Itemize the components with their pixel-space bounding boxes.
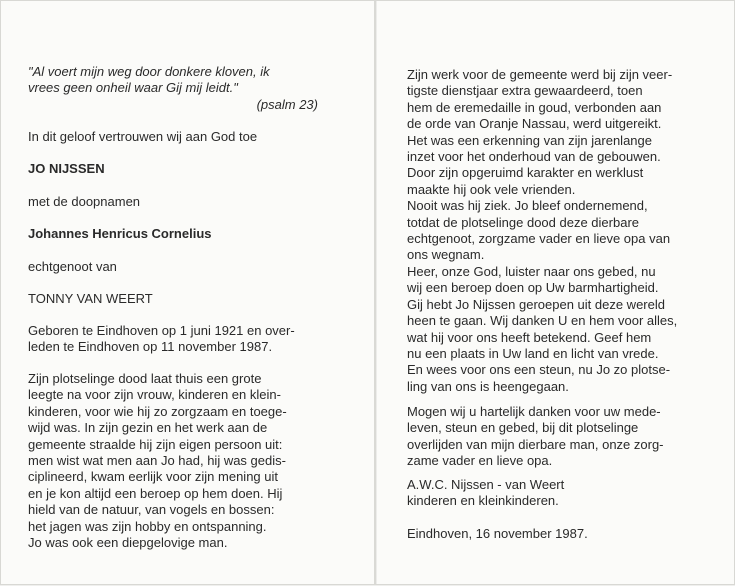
- text-line: maakte hij ook vele vrienden.: [407, 181, 576, 197]
- left-page: [1, 1, 374, 586]
- work-text: [407, 67, 717, 395]
- text-line: Geboren te Eindhoven op 1 juni 1921 en over-: [28, 323, 295, 338]
- signature-line: A.W.C. Nijssen - van Weert: [407, 477, 565, 492]
- text-line: heen te gaan. Wij danken U en hem voor alles,: [407, 313, 678, 329]
- text-line: ons wegnam.: [407, 247, 485, 263]
- text-line: zame vader en lieve opa.: [407, 453, 553, 469]
- text-line: overlijden van mijn dierbare man, onze zorg-: [407, 436, 664, 452]
- right-page: [377, 1, 735, 586]
- quote-line: vrees geen onheil waar Gij mij leidt.": [28, 80, 238, 96]
- text-line: wat hij voor ons heeft betekend. Geef hem: [407, 329, 652, 345]
- text-line: de orde van Oranje Nassau, werd uitgereikt.: [407, 116, 662, 132]
- text-line: hield van de natuur, van vogels en bossen:: [28, 502, 275, 518]
- text-line: ling van ons is heengegaan.: [407, 378, 569, 394]
- text-line: wij een beroep doen op Uw barmhartigheid.: [407, 280, 659, 296]
- intro-text: In dit geloof vertrouwen wij aan God toe: [28, 129, 258, 144]
- text-line: totdat de plotselinge dood deze dierbare: [407, 214, 640, 230]
- text-line: leden te Eindhoven op 11 november 1987.: [28, 339, 273, 355]
- biography: [28, 371, 338, 551]
- text-line: het jagen was zijn hobby en ontspanning.: [28, 518, 267, 534]
- text-line: wijd was. In zijn gezin en het werk aan de: [28, 420, 268, 436]
- quote-source: (psalm 23): [256, 96, 318, 112]
- text-line: echtgenoot, zorgzame vader en lieve opa van: [407, 231, 671, 247]
- text-line: En wees voor ons een steun, nu Jo zo plotse-: [407, 362, 671, 378]
- birth-death-text: [28, 323, 338, 356]
- text-line: leegte na voor zijn vrouw, kinderen en klein-: [28, 387, 281, 403]
- text-line: inzet voor het onderhoud van de gebouwen.: [407, 149, 661, 165]
- text-line: Mogen wij u hartelijk danken voor uw mede-: [407, 404, 661, 419]
- thanks-text: [407, 404, 717, 470]
- text-line: leven, steun en gebed, bij dit plotselinge: [407, 420, 639, 436]
- text-line: Zijn werk voor de gemeente werd bij zijn veer-: [407, 67, 673, 82]
- text-line: nu een plaats in Uw land en licht van vrede.: [407, 345, 659, 361]
- spouse-label: echtgenoot van: [28, 259, 117, 274]
- text-line: tigste dienstjaar extra gewaardeerd, toen: [407, 83, 643, 99]
- deceased-name: JO NIJSSEN: [28, 161, 105, 176]
- text-line: kinderen, voor wie hij zo zorgzaam en toege-: [28, 403, 287, 419]
- signature-line: kinderen en kleinkinderen.: [407, 493, 559, 509]
- text-line: gemeente straalde hij zijn eigen persoon uit:: [28, 436, 283, 452]
- text-line: Door zijn opgeruimd karakter en werklust: [407, 165, 644, 181]
- baptism-label: met de doopnamen: [28, 194, 141, 209]
- signature: [407, 477, 717, 510]
- full-name: Johannes Henricus Cornelius: [28, 226, 212, 241]
- spouse-name: TONNY VAN WEERT: [28, 291, 153, 306]
- text-line: hem de eremedaille in goud, verbonden aan: [407, 99, 662, 115]
- text-line: en je kon altijd een beroep op hem doen. Hij: [28, 485, 283, 501]
- quote-line: "Al voert mijn weg door donkere kloven, ik: [28, 64, 270, 79]
- psalm-quote: [28, 64, 328, 113]
- place-date: Eindhoven, 16 november 1987.: [407, 526, 588, 541]
- text-line: Gij hebt Jo Nijssen geroepen uit deze wereld: [407, 296, 665, 312]
- text-line: men wist wat men aan Jo had, hij was gedis-: [28, 453, 286, 469]
- text-line: Heer, onze God, luister naar ons gebed, nu: [407, 263, 656, 279]
- text-line: Jo was ook een diepgelovige man.: [28, 535, 228, 551]
- text-line: ciplineerd, kwam eerlijk voor zijn mening uit: [28, 469, 278, 485]
- text-line: Het was een erkenning van zijn jarenlange: [407, 132, 652, 148]
- text-line: Nooit was hij ziek. Jo bleef ondernemend,: [407, 198, 648, 214]
- text-line: Zijn plotselinge dood laat thuis een grote: [28, 371, 262, 386]
